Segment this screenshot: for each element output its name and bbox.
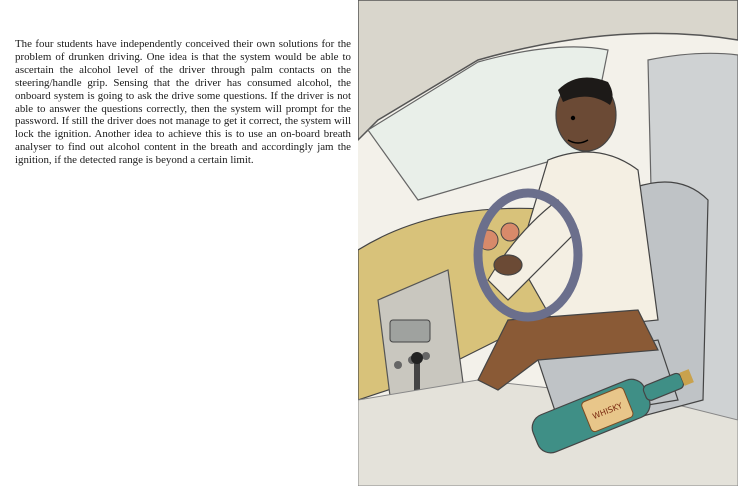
gauge: [501, 223, 519, 241]
console-knob: [394, 361, 402, 369]
console-panel: [390, 320, 430, 342]
illustration-svg: [358, 0, 738, 486]
bottle-label-text: WHISKY: [591, 401, 624, 422]
console-knob: [422, 352, 430, 360]
gear-knob: [411, 352, 423, 364]
drunk-driver-illustration: [358, 0, 738, 486]
body-paragraph: The four students have independently conceived their own solutions for the problem of drunken driving. One idea is that the system would be able to ascertain the alcohol level of the driver through palm contacts on the steering/handle grip. Sensing that the driver has consumed alcohol, the onboard system is going to ask the drive some questions. If the driver is not able to answer the questions correctly, then the system will prompt for the password. If still the driver does not manage to get it correct, the system will lock the ignition. Another idea to achieve this is to use an on-board breath analyser to find out alcohol content in the breath and accordingly jam the ignition, if the detected range is beyond a certain limit.: [15, 38, 351, 167]
driver-eye: [571, 116, 575, 120]
driver-hand: [494, 255, 522, 275]
